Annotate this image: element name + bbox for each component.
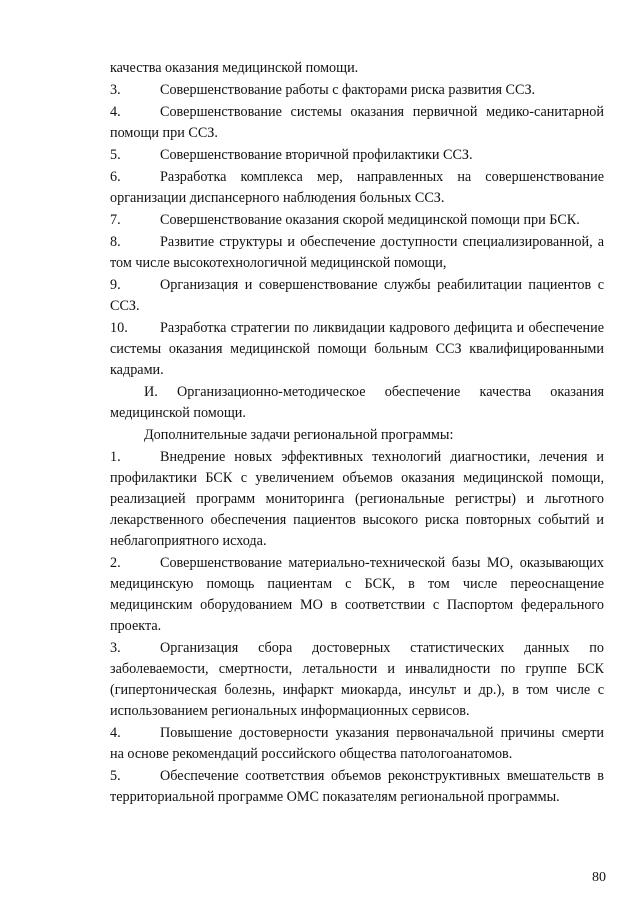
- list-item: 6. Разработка комплекса мер, направленных на совершенствование организации диспансерного наблюдения больных ССЗ.: [110, 169, 604, 206]
- continued-line: качества оказания медицинской помощи.: [110, 60, 359, 76]
- list-item: 4. Повышение достоверности указания первоначальной причины смерти на основе рекомендаций российского общества патологоанатомов.: [110, 725, 604, 762]
- list-item: 8. Развитие структуры и обеспечение доступности специализированной, а том числе высокотехнологичной медицинской помощи,: [110, 234, 604, 271]
- list-item: 4. Совершенствование системы оказания первичной медико-санитарной помощи при ССЗ.: [110, 104, 604, 141]
- list-item: 3. Организация сбора достоверных статистических данных по заболеваемости, смертности, летальности и инвалидности по группе БСК (гипертоническая болезнь, инфаркт миокарда, инсульт и др.), в том числе с использованием региональных информационных сервисов.: [110, 640, 604, 719]
- subsection-heading: Дополнительные задачи региональной программы:: [144, 427, 454, 443]
- list-item: 2. Совершенствование материально-технической базы МО, оказывающих медицинскую помощь пациентам с БСК, в том числе переоснащение медицинским оборудованием МО в соответствии с Паспортом федерального проекта.: [110, 555, 604, 634]
- list-item: 9. Организация и совершенствование службы реабилитации пациентов с ССЗ.: [110, 277, 604, 314]
- list-item: 5. Совершенствование вторичной профилактики ССЗ.: [110, 147, 473, 163]
- page-number: 80: [592, 870, 606, 885]
- list-item: 1. Внедрение новых эффективных технологий диагностики, лечения и профилактики БСК с увеличением объемов оказания медицинской помощи, реализацией программ мониторинга (региональные регистры) и льготного лекарственного обеспечения пациентов высокого риска повторных событий и неблагоприятного исхода.: [110, 449, 604, 549]
- list-item: 3. Совершенствование работы с факторами риска развития ССЗ.: [110, 82, 536, 98]
- list-item: 5. Обеспечение соответствия объемов реконструктивных вмешательств в территориальной программе ОМС показателям региональной программы.: [110, 768, 604, 805]
- list-item: 10. Разработка стратегии по ликвидации кадрового дефицита и обеспечение системы оказания медицинской помощи больным ССЗ квалифицированными кадрами.: [110, 320, 604, 378]
- list-item: 7. Совершенствование оказания скорой медицинской помощи при БСК.: [110, 212, 580, 228]
- document-body: [110, 58, 604, 808]
- section-heading: И. Организационно-методическое обеспечение качества оказания медицинской помощи.: [110, 384, 604, 421]
